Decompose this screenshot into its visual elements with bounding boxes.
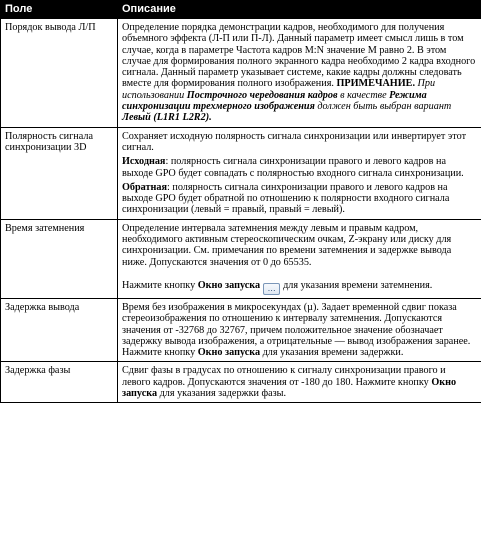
field-description [118, 19, 481, 128]
field-description [118, 298, 481, 361]
description-text: Сдвиг фазы в градусах по отношению к сигналу синхронизации правого и левого кадров. Допускаются значения от -180 до 180. Нажмите кнопку Окно запуска для указания задержки фазы. [122, 365, 457, 400]
table-row [1, 127, 481, 219]
table-row [1, 19, 481, 128]
field-name: Задержка фазы [1, 362, 118, 403]
note-label: ПРИМЕЧАНИЕ [336, 78, 413, 90]
description-text: Определение интервала затемнения между левым и правым кадром, необходимого активным стереоскопическим очкам, Z-экрану или диску для синхронизации. См. примечания по времени затемнения и задержке вывода ниже. Допускаются значения от 0 до 65535. [122, 222, 452, 268]
header-field: Поле [1, 1, 118, 19]
description-text: Время без изображения в микросекундах (µ). Задает временной сдвиг показа стереоизображения по отношению к интервалу затемнения. Допускаются значения от -32768 до 32767, причем положительное значение обозначает задержку вывода изображения, а отрицательные — вывод изображения заранее. Нажмите кнопку Окно запуска для указания времени задержки. [122, 301, 471, 359]
option-original: Исходная: полярность сигнала синхронизации правого и левого кадров на выходе GPO будет совпадать с полярностью входного сигнала синхронизации. [122, 156, 464, 179]
launch-instruction: Нажмите кнопку Окно запуска … для указания времени затемнения. [122, 279, 433, 293]
field-description [118, 127, 481, 219]
field-description [118, 362, 481, 403]
description-text: Определение порядка демонстрации кадров, необходимого для получения объемного эффекта (Л-П или П-Л). Данный параметр имеет смысл лишь в том случае, когда в параметре Частота кадров M:N значение M равно 2. В этом случае для формирования полного экранного кадра необходимо 2 кадра входного сигнала. Данный параметр указывает системе, какие кадры должны следовать вместе для формирования полного изображения. ПРИМЕЧАНИЕ. При использовании Построчного чередования кадров в качестве Режима синхронизации трехмерного изображения должен быть выбран вариант Левый (L1R1 L2R2). [122, 22, 476, 124]
table-row [1, 298, 481, 361]
field-name: Порядок вывода Л/П [1, 19, 118, 128]
field-name: Полярность сигнала синхронизации 3D [1, 127, 118, 219]
option-inverted: Обратная: полярность сигнала синхронизации правого и левого кадров на выходе GPO будет обратной по отношению к полярности входного сигнала синхронизации (левый = правый, правый = левый). [122, 181, 450, 216]
header-description: Описание [118, 1, 481, 19]
table-header-row [1, 1, 481, 19]
field-name: Задержка вывода [1, 298, 118, 361]
description-text: Сохраняет исходную полярность сигнала синхронизации или инвертирует этот сигнал. [122, 130, 467, 153]
launch-window-button[interactable]: … [263, 283, 280, 295]
table-row [1, 362, 481, 403]
field-name: Время затемнения [1, 219, 118, 298]
table-row [1, 219, 481, 298]
field-description [118, 219, 481, 298]
